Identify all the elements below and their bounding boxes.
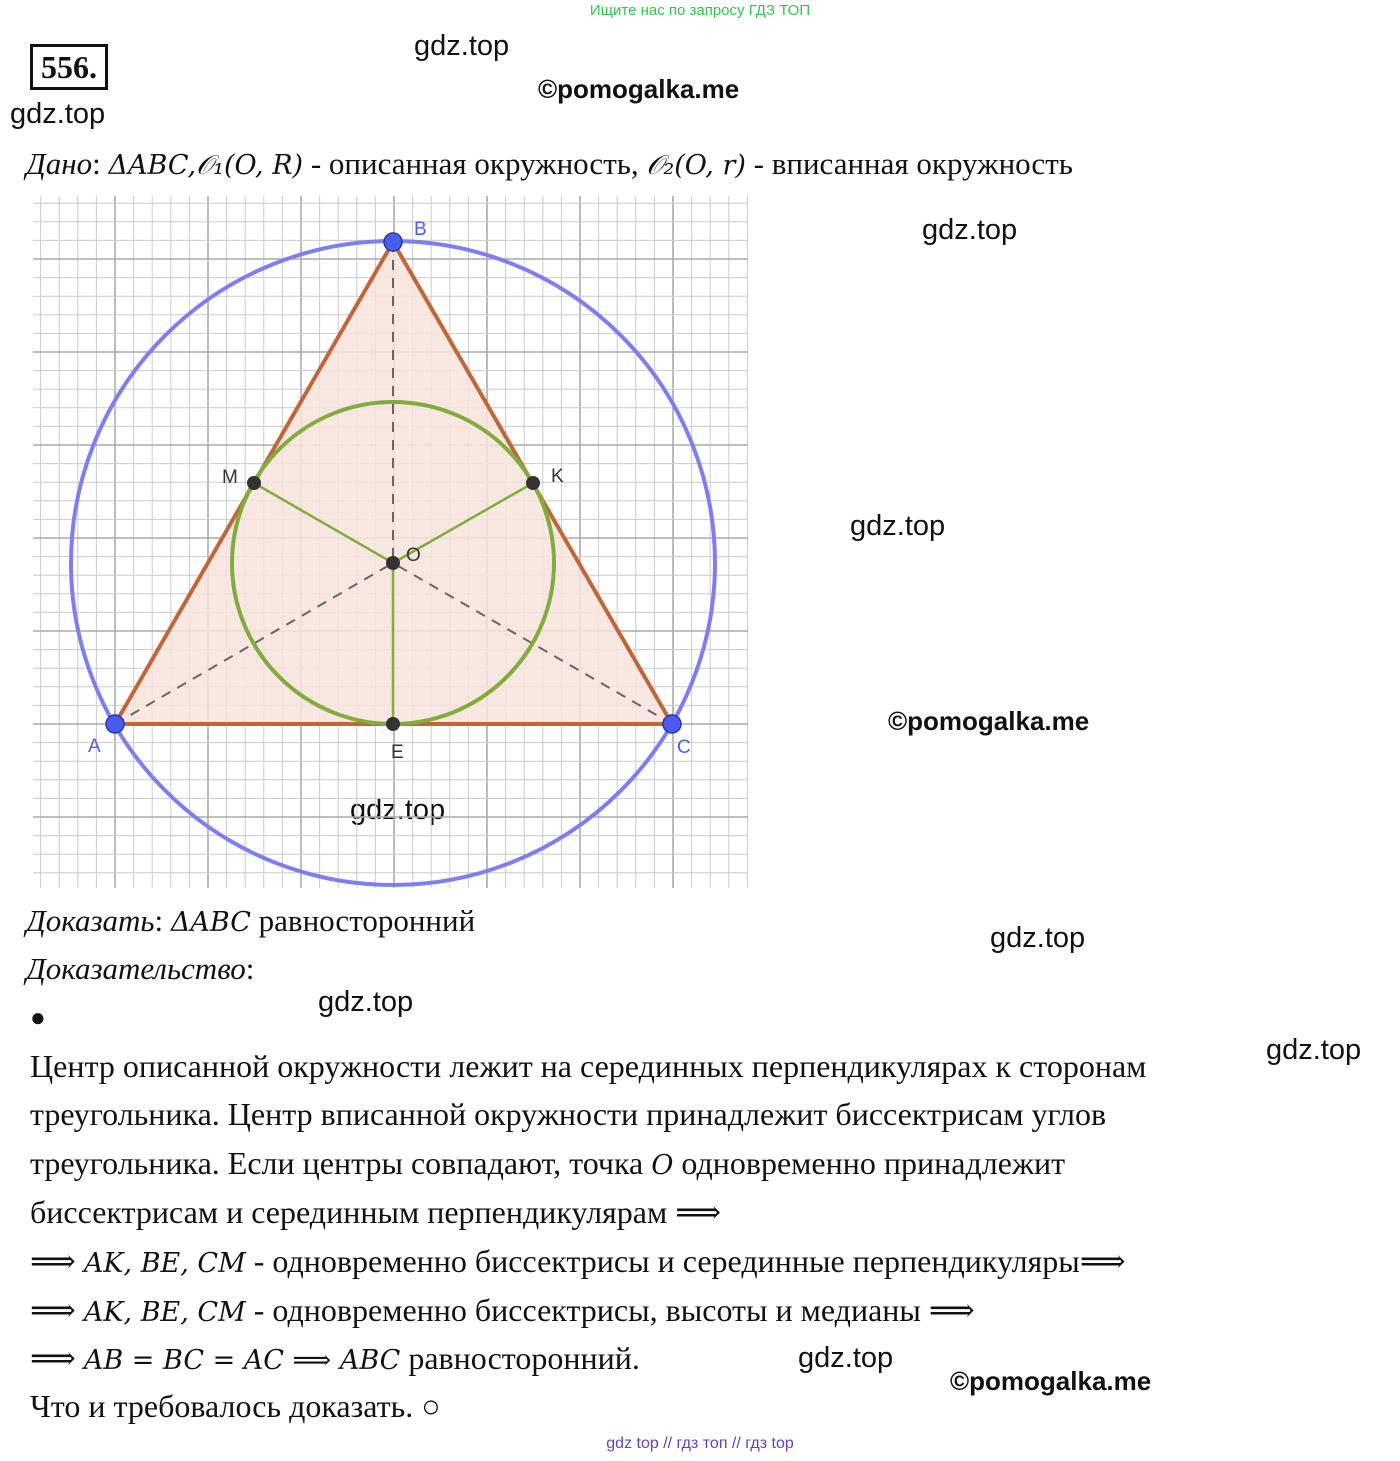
proof-line-7-arrow: ⟹ [30, 1340, 84, 1376]
label-m: M [222, 467, 238, 488]
point-k [526, 476, 540, 490]
proof-colon: : [245, 951, 255, 986]
given-circumcircle: 𝒪₁(O, R) [196, 150, 304, 181]
watermark-pomogalka: ©pomogalka.me [538, 74, 740, 104]
proof-line-5-math: AK, BE, CM [83, 1248, 246, 1279]
given-incircle: 𝒪₂(O, r) [646, 150, 746, 181]
proof-line-3-math: O [651, 1150, 674, 1181]
prove-text: равносторонний [250, 903, 476, 938]
proof-line-5 [30, 1237, 1126, 1288]
watermark-pomogalka: ©pomogalka.me [950, 1366, 1152, 1396]
proof-line-5-arrow: ⟹ [30, 1243, 84, 1279]
proof-line-6-math: AK, BE, CM [83, 1297, 246, 1328]
label-c: C [677, 737, 691, 758]
proof-line-7-math: AB = BC = AC ⟹ ABC [83, 1345, 401, 1376]
footer-links[interactable]: gdz top // гдз топ // гдз top [606, 1435, 794, 1452]
proof-conclusion: Что и требовалось доказать. ○ [30, 1388, 441, 1424]
point-c [663, 715, 681, 733]
label-e: E [391, 742, 404, 763]
label-b: B [414, 219, 427, 240]
point-a [106, 715, 124, 733]
top-banner[interactable]: Ищите нас по запросу ГДЗ ТОП [589, 2, 811, 19]
prove-line [26, 902, 475, 942]
prove-colon: : [154, 903, 171, 938]
point-e [386, 717, 400, 731]
problem-number: 556. [30, 44, 108, 90]
proof-line-5-text: - одновременно биссектрисы и серединные перпендикуляры⟹ [245, 1243, 1126, 1279]
point-m [247, 476, 261, 490]
watermark-gdz: gdz.top [10, 98, 106, 130]
watermark-gdz: gdz.top [922, 214, 1018, 246]
proof-heading [26, 950, 254, 988]
proof-bullet: ● [30, 1003, 46, 1032]
given-text2: - вписанная окружность [745, 146, 1073, 181]
given-colon: : [92, 146, 109, 181]
proof-line-3-b: одновременно принадлежит [673, 1145, 1066, 1181]
proof-line-3-a: треугольника. Если центры совпадают, точка [30, 1145, 652, 1181]
given-line [26, 145, 1073, 185]
watermark-gdz: gdz.top [990, 922, 1086, 954]
watermark-pomogalka: ©pomogalka.me [888, 706, 1090, 736]
point-o [386, 556, 400, 570]
proof-label: Доказательство [26, 951, 246, 986]
proof-line-6-arrow: ⟹ [30, 1292, 84, 1328]
proof-line-6 [30, 1286, 975, 1337]
given-text1: - описанная окружность, [303, 146, 647, 181]
prove-label: Доказать [26, 903, 155, 938]
proof-line-6-text: - одновременно биссектрисы, высоты и медианы ⟹ [245, 1292, 975, 1328]
watermark-gdz: gdz.top [1266, 1034, 1362, 1066]
proof-line-7 [30, 1334, 640, 1385]
watermark-gdz: gdz.top [414, 30, 510, 62]
label-o: O [406, 545, 421, 566]
watermark-gdz: gdz.top [798, 1342, 894, 1374]
proof-line-2: треугольника. Центр вписанной окружности принадлежит биссектрисам углов [30, 1096, 1107, 1132]
given-triangle: ΔABC, [108, 150, 197, 181]
proof-line-1: Центр описанной окружности лежит на серединных перпендикулярах к сторонам [30, 1048, 1147, 1084]
proof-line-3 [30, 1139, 1065, 1190]
label-a: A [88, 736, 101, 757]
watermark-gdz: gdz.top [318, 986, 414, 1018]
point-b [384, 233, 402, 251]
proof-line-7-text: равносторонний. [400, 1340, 640, 1376]
given-label: Дано [26, 146, 93, 181]
watermark-gdz: gdz.top [350, 794, 446, 826]
geometry-figure [30, 188, 752, 894]
watermark-gdz: gdz.top [850, 510, 946, 542]
prove-triangle: ΔABC [170, 907, 251, 938]
label-k: K [551, 466, 564, 487]
proof-line-4: биссектрисам и серединным перпендикулярам ⟹ [30, 1194, 722, 1230]
